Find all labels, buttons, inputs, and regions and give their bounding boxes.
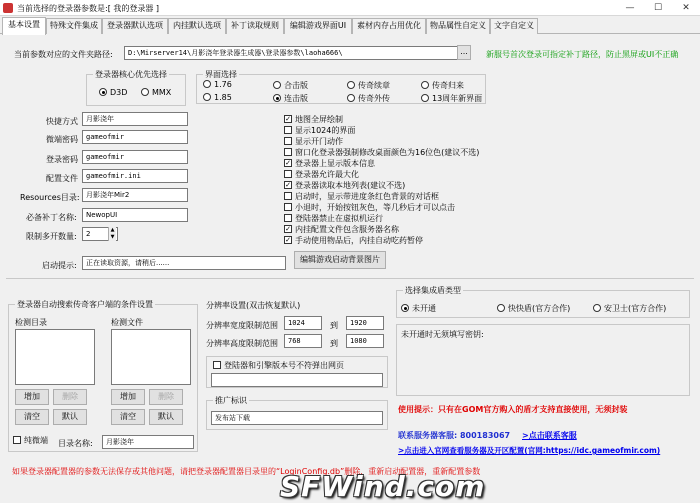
- file-listbox[interactable]: [111, 329, 191, 385]
- chk-allow-maximize-label: 登录器允许最大化: [295, 170, 359, 179]
- chk-version-popup[interactable]: [213, 360, 344, 371]
- tab-text-custom[interactable]: 文字自定义: [490, 18, 538, 34]
- radio-dot: [593, 304, 601, 312]
- ui-guilai-radio[interactable]: [421, 80, 464, 91]
- shield-anweishi-label: 安卫士(官方合作): [604, 304, 667, 313]
- ui-13th-label: 13周年新界面: [432, 94, 483, 103]
- tab-plugin-defaults[interactable]: 内挂默认选项: [168, 18, 226, 34]
- radio-dot: [203, 93, 211, 101]
- height-min-input[interactable]: 768: [284, 334, 322, 348]
- chk-pure-micro-label: 纯微端: [24, 436, 48, 445]
- ui-select-group: [196, 70, 486, 104]
- dir-add-button[interactable]: 增加: [15, 389, 49, 405]
- checkbox-box: [284, 115, 292, 123]
- config-file-label: 配置文件: [46, 174, 78, 183]
- chk-1024-ui[interactable]: [284, 125, 355, 136]
- shield-title: 选择集成盾类型: [405, 286, 461, 295]
- login-password-label: 登录密码: [46, 155, 78, 164]
- maximize-button[interactable]: ☐: [653, 3, 663, 13]
- tab-edit-ui[interactable]: 编辑游戏界面UI: [284, 18, 352, 34]
- radio-dot: [141, 88, 149, 96]
- height-max-input[interactable]: 1080: [346, 334, 384, 348]
- chk-pause-auto-potion-label: 手动使用物品后，内挂自动吃药暂停: [295, 236, 423, 245]
- tab-item-attrs[interactable]: 物品属性自定义: [426, 18, 490, 34]
- shield-kuaikuai-radio[interactable]: [497, 303, 570, 314]
- chk-fullscreen-map[interactable]: [284, 114, 343, 125]
- chk-pause-auto-potion[interactable]: [284, 235, 423, 246]
- checkbox-box: [13, 436, 21, 444]
- shield-group: [396, 286, 690, 318]
- dir-delete-button[interactable]: 删除: [53, 389, 87, 405]
- width-min-input[interactable]: 1024: [284, 316, 322, 330]
- contact-link[interactable]: >点击联系客服: [522, 431, 577, 440]
- shield-none-label: 未开通: [412, 304, 436, 313]
- path-note: 新服号首次登录可指定补丁路径，防止黑屏或UI不正确: [486, 50, 679, 59]
- ad-input[interactable]: 发布站下载: [211, 411, 383, 425]
- radio-dot: [347, 94, 355, 102]
- radio-dot: [401, 304, 409, 312]
- chk-gray-start[interactable]: [284, 202, 455, 213]
- radio-dot: [99, 88, 107, 96]
- checkbox-box: [284, 214, 292, 222]
- dir-clear-button[interactable]: 清空: [15, 409, 49, 425]
- resolution-title: 分辨率设置(双击恢复默认): [206, 301, 301, 310]
- radio-dot: [203, 80, 211, 88]
- checkbox-box: [284, 126, 292, 134]
- checkbox-box: [284, 181, 292, 189]
- tab-basic-settings[interactable]: 基本设置: [2, 17, 46, 35]
- height-to-label: 到: [330, 339, 338, 348]
- checkbox-box: [284, 203, 292, 211]
- startup-label: 启动提示:: [42, 261, 77, 270]
- file-delete-button[interactable]: 删除: [149, 389, 183, 405]
- chk-allow-maximize[interactable]: [284, 169, 359, 180]
- resources-dir-input[interactable]: 月影浇年Mir2: [82, 188, 188, 202]
- login-password-input[interactable]: gameofmir: [82, 150, 188, 164]
- radio-dot: [497, 304, 505, 312]
- chk-config-server-name-label: 内挂配置文件包含服务器名称: [295, 225, 399, 234]
- multi-open-input[interactable]: 2: [82, 227, 118, 241]
- shortcut-input[interactable]: 月影浇年: [82, 112, 188, 126]
- config-file-input[interactable]: gameofmir.ini: [82, 169, 188, 183]
- title-bar: [0, 0, 700, 16]
- file-add-button[interactable]: 增加: [111, 389, 145, 405]
- bottom-notice: 如果登录器配置器的参数无法保存或其他问题，请把登录器配置器目录里的“LoginConfig.db”删除，重新启动配置器，重新配置参数: [12, 467, 481, 476]
- shield-key-input[interactable]: [401, 341, 685, 391]
- core-d3d-label: D3D: [110, 88, 128, 97]
- radio-dot: [421, 81, 429, 89]
- checkbox-box: [284, 225, 292, 233]
- core-d3d-radio[interactable]: [99, 88, 127, 97]
- ui-xuzhang-label: 传奇续章: [358, 81, 390, 90]
- checkbox-box: [284, 236, 292, 244]
- app-icon: [3, 3, 13, 13]
- ui-lianji-radio[interactable]: [273, 93, 308, 104]
- watermark-text: SFWind.com: [280, 470, 486, 503]
- radio-dot: [273, 81, 281, 89]
- dir-listbox[interactable]: [15, 329, 95, 385]
- ui-xuzhang-radio[interactable]: [347, 80, 390, 91]
- height-range-label: 分辨率高度限制范围: [206, 339, 278, 348]
- resources-dir-label: Resources目录:: [20, 193, 80, 202]
- minimize-button[interactable]: —: [625, 3, 635, 13]
- window-title: 当前选择的登录器参数是:[ 我的登录器 ]: [17, 4, 160, 13]
- chk-no-vm-label: 登陆器禁止在虚拟机运行: [295, 214, 383, 223]
- chk-show-version[interactable]: [284, 158, 375, 169]
- tab-memory-optimize[interactable]: 素材内存占用优化: [352, 18, 426, 34]
- tab-patch-rules[interactable]: 补丁读取规则: [226, 18, 284, 34]
- core-mmx-label: MMX: [152, 88, 172, 97]
- chk-show-version-label: 登录器上显示版本信息: [295, 159, 375, 168]
- divider: [6, 278, 694, 279]
- chk-1024-ui-label: 显示1024的界面: [295, 126, 356, 135]
- chk-progress-dialog[interactable]: [284, 191, 439, 202]
- required-patch-input[interactable]: NewopUI: [82, 208, 188, 222]
- ui-select-title: 界面选择: [205, 70, 237, 79]
- shield-none-radio[interactable]: [401, 303, 436, 314]
- dirname-input[interactable]: 月影浇年: [102, 435, 194, 449]
- micro-password-input[interactable]: gameofmir: [82, 130, 188, 144]
- file-list-title: 检测文件: [111, 318, 143, 327]
- chk-door-action-label: 显示开门动作: [295, 137, 343, 146]
- checkbox-box: [284, 137, 292, 145]
- core-group-title: 登录器核心优先选择: [95, 70, 167, 79]
- tab-bar: [0, 17, 700, 34]
- path-input[interactable]: D:\Mirserver14\月影浇年登录器生成器\登录器参数\laoha666\: [124, 46, 458, 60]
- ui-heji-radio[interactable]: [273, 80, 308, 91]
- ad-title: 推广标识: [215, 396, 247, 405]
- version-popup-group: [206, 356, 388, 388]
- chk-gray-start-label: 小退时，开始按钮灰色，等几秒后才可以点击: [295, 203, 455, 212]
- browse-button[interactable]: ...: [457, 45, 471, 60]
- ui-185-label: 1.85: [214, 93, 232, 102]
- chk-no-vm[interactable]: [284, 213, 383, 224]
- width-range-label: 分辨率宽度限制范围: [206, 321, 278, 330]
- file-clear-button[interactable]: 清空: [111, 409, 145, 425]
- auto-search-title: 登录器自动搜索传奇客户端的条件设置: [17, 300, 153, 309]
- chk-config-server-name[interactable]: [284, 224, 399, 235]
- chk-local-list[interactable]: [284, 180, 405, 191]
- shield-anweishi-radio[interactable]: [593, 303, 666, 314]
- ui-waizhuan-label: 传奇外传: [358, 94, 390, 103]
- startup-input[interactable]: 正在读取资源，请稍后......: [82, 256, 286, 270]
- radio-dot: [421, 94, 429, 102]
- settings-panel: [2, 34, 698, 503]
- checkbox-box: [284, 192, 292, 200]
- auto-search-group: [8, 300, 198, 452]
- dir-default-button[interactable]: 默认: [53, 409, 87, 425]
- shield-kuaikuai-label: 快快盾(官方合作): [508, 304, 571, 313]
- core-group: [86, 70, 186, 106]
- width-max-input[interactable]: 1920: [346, 316, 384, 330]
- website-link[interactable]: >点击进入官网查看服务器及开区配置(官网:https://idc.gameofmir.com): [398, 446, 661, 455]
- tab-login-defaults[interactable]: 登录器默认选项: [102, 18, 168, 34]
- chk-progress-dialog-label: 启动时，显示带进度条红色背景的对话框: [295, 192, 439, 201]
- edit-startup-bg-button[interactable]: 编辑游戏启动背景图片: [294, 251, 386, 269]
- chk-door-action[interactable]: [284, 136, 343, 147]
- chk-fullscreen-map-label: 地图全屏绘制: [295, 115, 343, 124]
- version-popup-url-input[interactable]: [211, 373, 383, 387]
- ui-waizhuan-radio[interactable]: [347, 93, 390, 104]
- contact-label: 联系服务器客服: 800183067: [398, 431, 511, 440]
- checkbox-box: [284, 170, 292, 178]
- path-label: 当前参数对应的文件夹路径:: [14, 50, 113, 59]
- chk-version-popup-label: 登陆器和引擎版本号不符弹出网页: [224, 361, 344, 370]
- ui-176-radio[interactable]: [203, 80, 232, 89]
- ad-group: [206, 396, 388, 430]
- chk-16bit-color[interactable]: [284, 147, 479, 158]
- ui-185-radio[interactable]: [203, 93, 232, 102]
- ui-13th-radio[interactable]: [421, 93, 482, 104]
- dir-list-title: 检测目录: [15, 318, 47, 327]
- width-to-label: 到: [330, 321, 338, 330]
- shield-key-box: [396, 324, 690, 396]
- shield-key-label: 未开通时无须填写密钥:: [401, 330, 484, 339]
- chk-16bit-color-label: 窗口化登录器强制修改桌面颜色为16位色(建议不选): [295, 148, 480, 157]
- checkbox-box: [284, 159, 292, 167]
- ui-176-label: 1.76: [214, 80, 232, 89]
- ui-heji-label: 合击版: [284, 81, 308, 90]
- radio-dot: [347, 81, 355, 89]
- shortcut-label: 快捷方式: [46, 117, 78, 126]
- file-default-button[interactable]: 默认: [149, 409, 183, 425]
- multi-open-label: 限制多开数量:: [26, 232, 77, 241]
- ui-lianji-label: 连击版: [284, 94, 308, 103]
- usage-notice: 使用提示：只有在GOM官方购入的盾才支持直接使用，无须封装: [398, 405, 628, 414]
- chk-local-list-label: 登录器读取本地列表(建议不选): [295, 181, 406, 190]
- checkbox-box: [213, 361, 221, 369]
- ui-guilai-label: 传奇归来: [432, 81, 464, 90]
- close-button[interactable]: ✕: [682, 3, 690, 13]
- micro-password-label: 微端密码: [46, 135, 78, 144]
- tab-special-files[interactable]: 特殊文件集成: [46, 18, 102, 34]
- checkbox-box: [284, 148, 292, 156]
- radio-dot: [273, 94, 281, 102]
- multi-open-spinner[interactable]: ▲ ▼: [108, 227, 116, 241]
- dirname-label: 目录名称:: [58, 439, 93, 448]
- required-patch-label: 必备补丁名称:: [26, 213, 77, 222]
- core-mmx-radio[interactable]: [141, 88, 171, 97]
- chk-pure-micro[interactable]: [13, 435, 48, 446]
